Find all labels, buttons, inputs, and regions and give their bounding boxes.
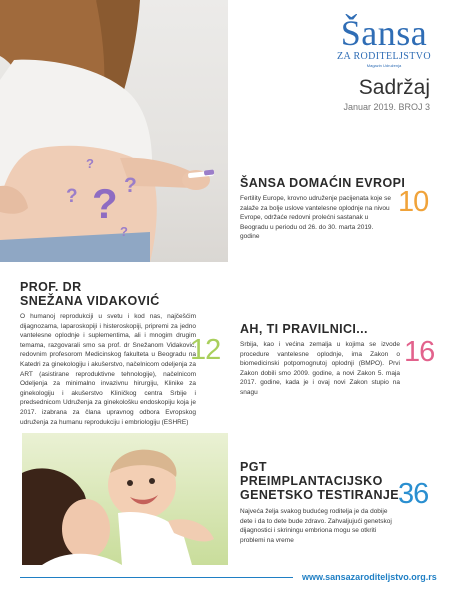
article-title-line: SNEŽANA VIDAKOVIĆ [20,294,160,308]
page-number: 10 [398,186,429,218]
page-title: Sadržaj [358,76,430,99]
footer-website-link[interactable]: www.sansazaroditeljstvo.org.rs [302,572,437,582]
logo-subtitle: ZA RODITELJSTVO [336,51,432,62]
mother-baby-photo [22,433,228,565]
logo-tagline: Magazin Udruženja [366,63,402,68]
article-title: ŠANSA DOMAĆIN EVROPI [240,176,406,190]
article-summary: Najveća želja svakog budućeg roditelja je da dobije dete i da to dete bude zdravo. Zahvaljujući genetskoj dijagnostici i skriningu embriona mogu se otkriti problemi na vreme [240,508,392,544]
article-summary: O humanoj reprodukciji u svetu i kod nas, najčešćim dijagnozama, laparoskopiji i histeroskopiji, pripremi za jedno vantelesne oplodnje i suplementima, ali i mnogim drugim temama, razgovarali smo sa prof. dr Snežanom Vidaković, redovnim profesorom Medicinskog fakulteta u Beogradu na Katedri za ginekologiju i akušerstvo, načelnicom odeljenja za ART (asistirane reproduktivne tehnologije), načelnicom Odeljenja za minimalno invazivnu hirurgiju, Klinike za ginekologiju i akušerstvo Kliničkog centra Srbije i predsednicom Udruženja za ginekološku endoskopiju koja je 2017. izabrana za člana upravnog odbora Evropskog udruženja za humanu reprodukciju i embriologiju (ESHRE) [20,313,196,426]
page-number: 16 [404,336,435,368]
question-mark-icon: ? [124,174,137,197]
logo-title: Šansa [340,13,428,53]
magazine-logo [332,13,436,68]
question-mark-icon: ? [120,224,128,239]
article-summary: Fertility Europe, krovno udruženje pacijenata koje se zalaže za bolje uslove vantelesne oplodnje na nivou Evrope, održaće redovni prolećni sastanak u Beogradu u periodu od 26. do 30. marta 2019. godine [240,195,392,241]
article-summary: Srbija, kao i većina zemalja u kojima se izvode procedure vantelesne oplodnje, ima Zakon o biomedicinski potpomognutoj oplodnji (BMPO). Prvi Zakon dobili smo 2009. godine, a novi Zakon 5. maja 2017. godine, kada je i ovaj novi Zakon stupio na snagu [240,341,400,396]
article-title-line: PGT [240,460,267,474]
article-title: AH, TI PRAVILNICI... [240,322,368,336]
page-number: 36 [398,478,429,510]
issue-info: Januar 2019. BROJ 3 [343,102,430,112]
question-mark-icon: ? [66,186,78,207]
page-number: 12 [190,334,221,366]
article-title-line: PROF. DR [20,280,82,294]
question-mark-icon: ? [92,180,118,227]
article-title-line: GENETSKO TESTIRANJE [240,488,400,502]
article-title-line: PREIMPLANTACIJSKO [240,474,383,488]
footer-divider [20,577,293,578]
hero-photo-pregnancy-test [0,0,228,262]
question-mark-icon: ? [86,156,94,171]
